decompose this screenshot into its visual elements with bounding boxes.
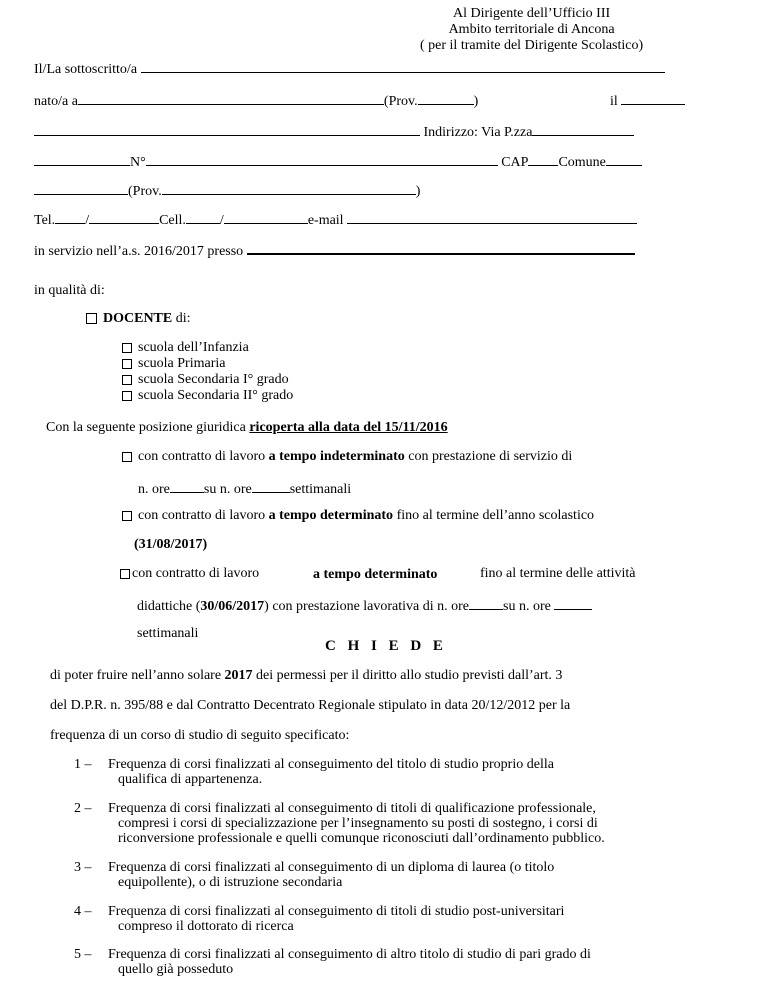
row-indirizzo: [34, 123, 634, 141]
label-cell-slash: /: [219, 213, 224, 228]
checkbox-determinato-anno[interactable]: [122, 511, 132, 521]
option-scuola-infanzia[interactable]: [122, 340, 293, 356]
option-1-prefix: con contratto di lavoro: [138, 449, 269, 464]
option-docente[interactable]: [86, 311, 191, 327]
option-1-bold: a tempo indeterminato: [268, 449, 405, 464]
item-number: 4 –: [74, 904, 92, 919]
checkbox-determinato-attivita[interactable]: [120, 569, 130, 579]
label-prov-2-close: ): [415, 184, 421, 199]
recipient-header: [420, 6, 643, 54]
field-cell-prefisso[interactable]: [186, 211, 220, 224]
item-line: Frequenza di corsi finalizzati al conseguimento di un diploma di laurea (o titolo: [108, 860, 555, 875]
field-prov-nascita[interactable]: [418, 92, 474, 105]
field-ore-totali-3[interactable]: [554, 597, 592, 610]
option-1-suffix: con prestazione di servizio di: [404, 449, 573, 464]
label-numero: N°: [130, 155, 146, 170]
item-number: 2 –: [74, 801, 92, 816]
item-line: Frequenza di corsi finalizzati al conseguimento di titoli di studio post-universitari: [108, 904, 565, 919]
option-scuola-primaria[interactable]: [122, 356, 293, 372]
checkbox-tempo-indeterminato[interactable]: [122, 452, 132, 462]
option-3-su-n-ore: su n. ore: [503, 599, 551, 614]
list-item-4: [74, 904, 734, 934]
label-nato: nato/a a: [34, 94, 78, 109]
label-n-ore: n. ore: [138, 482, 170, 497]
option-2-suffix: fino al termine dell’anno scolastico: [393, 508, 595, 523]
item-line: qualifica di appartenenza.: [118, 772, 263, 787]
scuola-label: scuola Secondaria I° grado: [138, 372, 289, 387]
row-prov: [34, 182, 420, 200]
field-cap[interactable]: [528, 153, 558, 166]
option-2-date: (31/08/2017): [134, 537, 208, 552]
label-prov-close: ): [473, 94, 479, 109]
field-ore-3[interactable]: [469, 597, 503, 610]
row-il: [610, 92, 685, 110]
field-email[interactable]: [347, 211, 637, 224]
body-year: 2017: [224, 668, 253, 683]
posizione-prefix: Con la seguente posizione giuridica: [46, 420, 250, 435]
label-comune: Comune: [558, 155, 606, 170]
field-cell-numero[interactable]: [224, 211, 308, 224]
field-ore-totali-1[interactable]: [252, 480, 290, 493]
label-su-n-ore: su n. ore: [203, 482, 252, 497]
label-cell: Cell.: [159, 213, 186, 228]
option-3-settimanali: settimanali: [137, 626, 199, 641]
option-1-ore: [138, 480, 351, 498]
row-servizio: [34, 241, 635, 260]
label-email: e-mail: [307, 213, 344, 228]
scuole-list: [122, 340, 293, 404]
recipient-line-3: ( per il tramite del Dirigente Scolastico): [420, 38, 644, 53]
item-line: Frequenza di corsi finalizzati al conseguimento del titolo di studio proprio della: [108, 757, 554, 772]
checkbox-scuola-secondaria-2[interactable]: [122, 391, 132, 401]
item-line: equipollente), o di istruzione secondaria: [118, 875, 343, 890]
checkbox-docente[interactable]: [86, 313, 97, 324]
item-line: quello già posseduto: [118, 962, 234, 977]
body-line-2: del D.P.R. n. 395/88 e dal Contratto Decentrato Regionale stipulato in data 20/12/2012 per la: [50, 698, 571, 713]
checkbox-scuola-secondaria-1[interactable]: [122, 375, 132, 385]
docente-suffix: di:: [172, 311, 191, 326]
chiede-heading: C H I E D E: [325, 638, 447, 654]
option-3-prefix: con contratto di lavoro: [132, 566, 260, 581]
option-3-bold: a tempo determinato: [313, 567, 438, 582]
docente-label: DOCENTE: [103, 311, 173, 326]
option-scuola-secondaria-2[interactable]: [122, 388, 293, 404]
field-via[interactable]: [532, 123, 634, 136]
item-number: 3 –: [74, 860, 92, 875]
item-line: compresi i corsi di specializzazione per l’insegnamento su posti di sostegno, i corsi di: [118, 816, 598, 831]
label-cap: CAP: [501, 155, 529, 170]
checkbox-scuola-primaria[interactable]: [122, 359, 132, 369]
option-scuola-secondaria-1[interactable]: [122, 372, 293, 388]
row-nato: [34, 92, 478, 110]
label-prov: (Prov.: [383, 94, 418, 109]
qualita-label: in qualità di:: [34, 283, 105, 298]
body-line-1-suffix: dei permessi per il diritto allo studio previsti dall’art. 3: [252, 668, 563, 683]
option-2-prefix: con contratto di lavoro: [138, 508, 269, 523]
field-data-nascita[interactable]: [621, 92, 685, 105]
option-3-line-2: [137, 597, 592, 615]
recipient-line-2: Ambito territoriale di Ancona: [448, 22, 615, 37]
label-sottoscritto: Il/La sottoscritto/a: [34, 62, 138, 77]
option-3-prestazione: ) con prestazione lavorativa di n. ore: [264, 599, 470, 614]
option-2-bold: a tempo determinato: [268, 508, 394, 523]
body-line-1: [50, 668, 562, 684]
field-luogo-nascita[interactable]: [78, 92, 384, 105]
option-3-date: 30/06/2017: [200, 599, 265, 614]
item-number: 5 –: [74, 947, 92, 962]
item-line: Frequenza di corsi finalizzati al conseguimento di titoli di qualificazione professionale,: [108, 801, 596, 816]
body-line-1-prefix: di poter fruire nell’anno solare: [50, 668, 225, 683]
scuola-label: scuola Primaria: [138, 356, 226, 371]
field-pre-prov[interactable]: [34, 182, 128, 195]
body-line-3: frequenza di un corso di studio di seguito specificato:: [50, 728, 350, 743]
recipient-line-1: Al Dirigente dell’Ufficio III: [452, 6, 611, 21]
posizione-giuridica: [46, 420, 448, 436]
field-numero[interactable]: [146, 153, 498, 166]
item-line: compreso il dottorato di ricerca: [118, 919, 294, 934]
posizione-data: ricoperta alla data del 15/11/2016: [249, 420, 448, 435]
row-contatti: [34, 211, 637, 229]
option-determinato-anno[interactable]: [122, 508, 594, 524]
list-item-5: [74, 947, 734, 977]
label-servizio: in servizio nell’a.s. 2016/2017 presso: [34, 244, 244, 259]
field-comune[interactable]: [606, 153, 642, 166]
scuola-label: scuola dell’Infanzia: [138, 340, 249, 355]
option-determinato-attivita[interactable]: [120, 566, 259, 582]
option-tempo-indeterminato[interactable]: [122, 449, 572, 465]
item-line: riconversione professionale e quelli comunque riconosciuti dall’ordinamento pubblico.: [118, 831, 605, 846]
field-tel-prefisso[interactable]: [55, 211, 85, 224]
row-sottoscritto: [34, 60, 665, 78]
row-numero: [34, 153, 642, 171]
list-item-2: [74, 801, 734, 846]
label-indirizzo: Indirizzo: Via P.zza: [423, 125, 533, 140]
item-line: Frequenza di corsi finalizzati al conseguimento di altro titolo di studio di pari grado di: [108, 947, 591, 962]
list-item-3: [74, 860, 734, 890]
label-il: il: [610, 94, 618, 109]
label-tel-slash: /: [85, 213, 90, 228]
field-pre-numero[interactable]: [34, 153, 130, 166]
list-item-1: [74, 757, 734, 787]
field-sottoscritto[interactable]: [141, 60, 665, 73]
label-settimanali: settimanali: [289, 482, 352, 497]
option-3-suffix: fino al termine delle attività: [480, 566, 636, 581]
field-prov-2[interactable]: [162, 182, 416, 195]
label-tel: Tel.: [34, 213, 56, 228]
scuola-label: scuola Secondaria II° grado: [138, 388, 294, 403]
field-residenza[interactable]: [34, 123, 420, 136]
field-scuola-servizio[interactable]: [247, 241, 635, 255]
checkbox-scuola-infanzia[interactable]: [122, 343, 132, 353]
option-3-didattiche: didattiche (: [137, 599, 201, 614]
label-prov-2: (Prov.: [128, 184, 162, 199]
field-tel-numero[interactable]: [89, 211, 159, 224]
field-ore-1[interactable]: [170, 480, 204, 493]
item-number: 1 –: [74, 757, 92, 772]
